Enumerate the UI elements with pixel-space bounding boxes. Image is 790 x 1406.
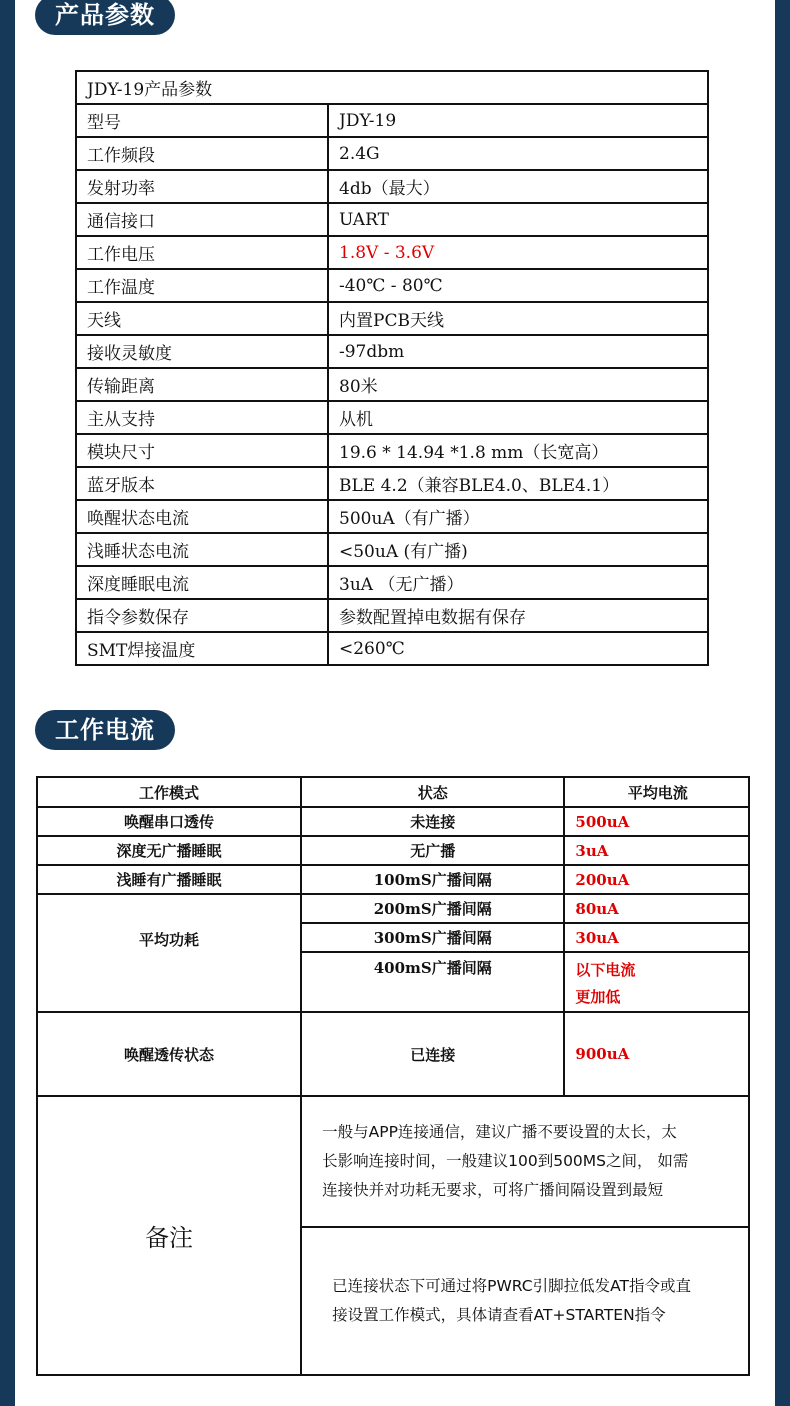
mode-cell: 唤醒串口透传 [37,807,301,836]
param-key: 蓝牙版本 [76,467,328,500]
param-key: 型号 [76,104,328,137]
current-cell: 30uA [564,923,749,952]
state-cell: 200mS广播间隔 [301,894,564,923]
state-cell: 已连接 [301,1012,564,1096]
param-value: 从机 [328,401,708,434]
note-line: 接设置工作模式，具体请查看AT+STARTEN指令 [332,1306,666,1324]
content-panel [15,0,775,1406]
param-key: 发射功率 [76,170,328,203]
note-line: 长影响连接时间，一般建议100到500MS之间， 如需 [322,1152,689,1170]
table-row [76,335,708,368]
param-key: 浅睡状态电流 [76,533,328,566]
param-value: 500uA（有广播） [328,500,708,533]
table-row [76,368,708,401]
mode-cell-avg: 平均功耗 [37,894,301,1012]
current-cell: 900uA [564,1012,749,1096]
table-row [76,302,708,335]
table-row [76,401,708,434]
table-row [76,236,708,269]
param-value: <260℃ [328,632,708,665]
table-row [76,467,708,500]
mode-cell: 深度无广播睡眠 [37,836,301,865]
current-line: 以下电流 [575,961,636,979]
table-row [37,1096,749,1227]
param-value: 参数配置掉电数据有保存 [328,599,708,632]
param-value: 19.6 * 14.94 *1.8 mm（长宽高） [328,434,708,467]
param-value: 2.4G [328,137,708,170]
param-key: 工作频段 [76,137,328,170]
current-cell: 3uA [564,836,749,865]
param-value: 80米 [328,368,708,401]
table-row [76,599,708,632]
param-key: 唤醒状态电流 [76,500,328,533]
param-value: 4db（最大） [328,170,708,203]
param-value: -97dbm [328,335,708,368]
table-row [76,269,708,302]
param-key: 指令参数保存 [76,599,328,632]
mode-cell: 唤醒透传状态 [37,1012,301,1096]
table-row [76,632,708,665]
param-value: JDY-19 [328,104,708,137]
current-cell: 500uA [564,807,749,836]
note-line: 已连接状态下可通过将PWRC引脚拉低发AT指令或直 [332,1277,691,1295]
param-key: 模块尺寸 [76,434,328,467]
param-key: 传输距离 [76,368,328,401]
param-key: 接收灵敏度 [76,335,328,368]
header-mode: 工作模式 [37,777,301,807]
param-key: SMT焊接温度 [76,632,328,665]
params-table [75,70,709,666]
state-cell: 400mS广播间隔 [301,952,564,1012]
param-value: <50uA (有广播) [328,533,708,566]
table-row [37,836,749,865]
params-table-header: JDY-19产品参数 [76,71,708,104]
table-row [76,170,708,203]
param-key: 工作电压 [76,236,328,269]
note-line: 一般与APP连接通信，建议广播不要设置的太长，太 [322,1123,677,1141]
param-value: 1.8V - 3.6V [328,236,708,269]
notes-label: 备注 [37,1096,301,1375]
state-cell: 100mS广播间隔 [301,865,564,894]
current-table-header-row [37,777,749,807]
table-row [76,203,708,236]
state-cell: 未连接 [301,807,564,836]
param-value: 3uA （无广播） [328,566,708,599]
table-row [76,500,708,533]
table-row [76,566,708,599]
param-key: 天线 [76,302,328,335]
param-value: -40℃ - 80℃ [328,269,708,302]
param-key: 通信接口 [76,203,328,236]
params-table-header-row [76,71,708,104]
note-line: 连接快并对功耗无要求，可将广播间隔设置到最短 [322,1181,664,1199]
table-row [76,533,708,566]
current-cell: 200uA [564,865,749,894]
param-value: BLE 4.2（兼容BLE4.0、BLE4.1） [328,467,708,500]
table-row [76,434,708,467]
param-key: 深度睡眠电流 [76,566,328,599]
table-row [37,807,749,836]
mode-cell: 浅睡有广播睡眠 [37,865,301,894]
note-1 [301,1096,749,1227]
table-row [37,865,749,894]
state-cell: 无广播 [301,836,564,865]
section-title-current: 工作电流 [35,710,175,750]
current-cell: 80uA [564,894,749,923]
current-line: 更加低 [575,988,621,1006]
table-row [76,137,708,170]
current-table [36,776,750,1376]
param-value: UART [328,203,708,236]
table-row [76,104,708,137]
header-state: 状态 [301,777,564,807]
param-value: 内置PCB天线 [328,302,708,335]
note-2 [301,1227,749,1375]
table-row [37,1012,749,1096]
table-row [37,894,749,923]
state-cell: 300mS广播间隔 [301,923,564,952]
current-cell [564,952,749,1012]
section-title-params: 产品参数 [35,0,175,35]
param-key: 主从支持 [76,401,328,434]
header-current: 平均电流 [564,777,749,807]
param-key: 工作温度 [76,269,328,302]
